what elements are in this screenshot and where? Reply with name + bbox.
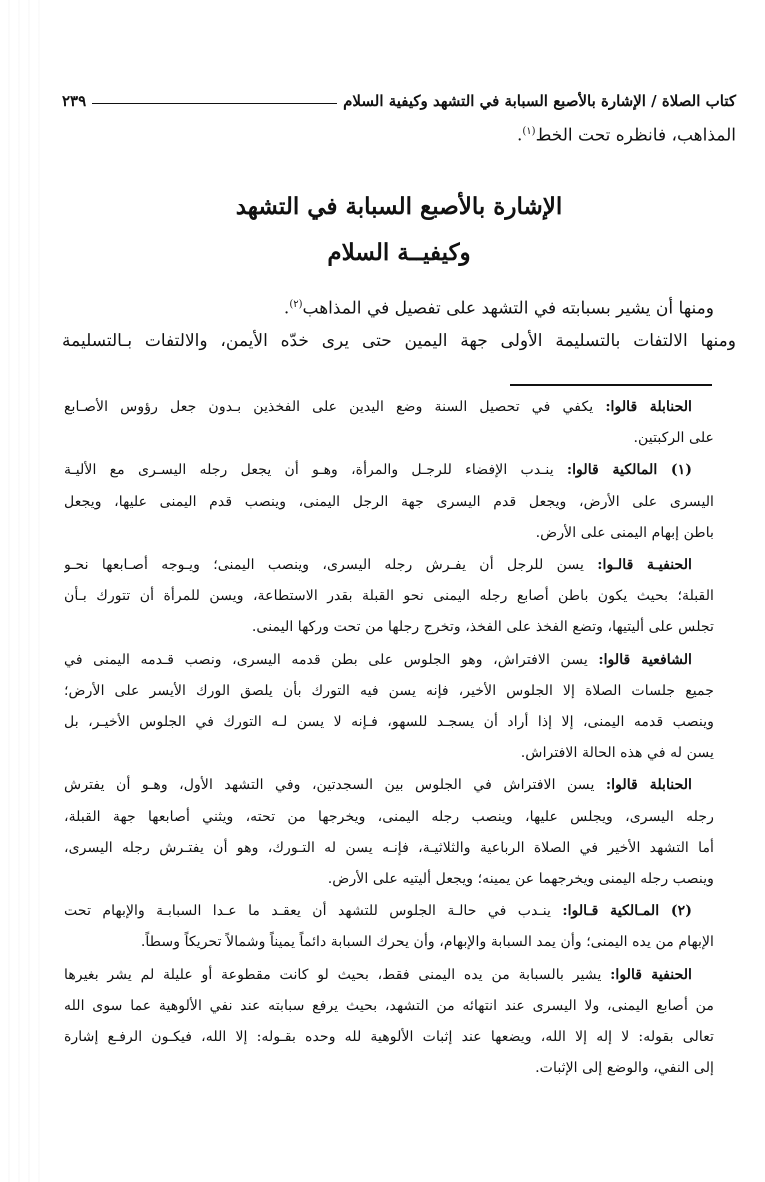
footnote-line: القبلة؛ بحيث يكون باطن أصابع رجله اليمنى نحو القبلة بقدر الاستطاعة، ويسن للمرأة أن تتورك بـأن: [64, 588, 714, 605]
footnote-line: من أصابع اليمنى، ولا اليسرى عند انتهائه من التشهد، بحيث يرفع سبابته عند نفي الألوهية عما سوى الله: [64, 997, 714, 1014]
footnote-line: وينصب رجله اليمنى ويخرجهما عن يمينه؛ ويجعل أليتيه على الأرض.: [327, 871, 714, 888]
footnote-ref: (٢): [289, 299, 303, 310]
footnote-text: ينـدب في حالـة الجلوس للتشهد أن يعقـد ما عـدا السبابـة والإبهام تحت: [64, 903, 551, 920]
footnote-line: يسن له في هذه الحالة الافتراش.: [520, 745, 714, 762]
footnote-line: [64, 550, 714, 581]
school-label: (١) المالكية قالوا:: [566, 462, 692, 479]
body-text: ومنها أن يشير بسبابته في التشهد على تفصيل في المذاهب: [302, 298, 714, 319]
footnote-line: [64, 455, 714, 486]
scan-edge: [0, 0, 40, 1182]
footnote-line: [64, 960, 714, 991]
footnote-line: على الركبتين.: [633, 430, 714, 447]
footnote-line: [64, 392, 714, 423]
period: .: [516, 125, 523, 146]
footnote-text: يشير بالسبابة من يده اليمنى فقط، بحيث لو كانت مقطوعة أو عليلة لم يشر بغيرها: [64, 966, 602, 983]
footnote-paragraph: [64, 550, 714, 644]
section-title-line-1: الإشارة بالأصبع السبابة في التشهد: [235, 193, 563, 220]
carry-over-line: [62, 116, 736, 152]
school-label: الحنابلة قالوا:: [605, 777, 693, 794]
footnote-line: تجلس على أليتيها، وتضع الفخذ على الفخذ، وتخرج رجلها من تحت وركها اليمنى.: [251, 619, 714, 636]
footnote-line: [64, 896, 714, 927]
footnote-line: جميع جلسات الصلاة إلا الجلوس الأخير، فإنه يسن فيه التورك بأن يلصق الورك الأيسر على الأرض؛: [64, 682, 714, 699]
body-paragraph: ومنها الالتفات بالتسليمة الأولى جهة اليمين حتى يرى خدّه الأيمن، والالتفات بـالتسليمة: [62, 330, 736, 351]
school-label: الشافعية قالوا:: [598, 651, 692, 668]
footnote-paragraph: [64, 896, 714, 958]
footnote-paragraph: [64, 770, 714, 895]
running-header: [62, 84, 736, 110]
footnote-paragraph: [64, 392, 714, 454]
footnote-line: رجله اليسرى، ويجلس عليها، وينصب رجله اليمنى، ويخرجها من تحته، ويثني أصابعها جهة القبلة،: [64, 808, 714, 825]
footnote-text: يسن الافتراش في الجلوس بين السجدتين، وفي التشهد الأول، وهـو أن يفترش: [64, 777, 595, 794]
footnote-text: يسن للرجل أن يفـرش رجله اليسرى، وينصب اليمنى؛ ويـوجه أصـابعها نحـو: [64, 557, 584, 574]
footnote-line: الإبهام من يده اليمنى؛ وأن يمد السبابة والإبهام، وأن يحرك السبابة دائماً يميناً وشمالاً تحريكاً وسطاً.: [140, 934, 714, 951]
main-body: [62, 289, 736, 357]
footnote-text: يكفي في تحصيل السنة وضع اليدين على الفخذين بـدون جعل رؤوس الأصـابع: [64, 399, 594, 415]
footnotes: [64, 392, 714, 1085]
header-rule: [92, 103, 337, 104]
school-label: الحنفيـة قالـوا:: [597, 557, 692, 574]
footnote-text: يسن الافتراش، وهو الجلوس على بطن قدمه اليسرى، ونصب قـدمه اليمنى في: [64, 651, 588, 668]
footnote-line: إلى النفي، والوضع إلى الإثبات.: [535, 1060, 714, 1077]
footnote-line: تعالى بقوله: لا إله إلا الله، ويضعها عند إثبات الألوهية لله وحده بقـوله: إلا الله، فيكـون الرفـع إشارة: [64, 1029, 714, 1046]
period: .: [283, 298, 290, 319]
school-label: الحنفية قالوا:: [610, 966, 692, 983]
footnote-separator: [510, 384, 712, 386]
carry-over-text: المذاهب، فانظره تحت الخط: [535, 125, 736, 146]
footnote-paragraph: [64, 645, 714, 770]
footnote-line: وينصب قدمه اليمنى، إلا إذا أراد أن يسجـد للسهو، فـإنه لا يسن لـه التورك في الجلوس الأخيـر، بل: [64, 714, 714, 731]
footnote-line: [64, 770, 714, 801]
page-number: ٢٣٩: [62, 92, 87, 110]
footnote-line: باطن إبهام اليمنى على الأرض.: [535, 524, 714, 541]
body-paragraph: [62, 289, 736, 325]
school-label: (٢) المـالكية قـالوا:: [562, 903, 692, 920]
footnote-text: ينـدب الإفضاء للرجـل والمرأة، وهـو أن يجعل رجله اليسـرى مع الأليـة: [64, 462, 554, 479]
footnote-line: اليسرى على الأرض، ويجعل قدم اليسرى جهة الرجل اليمنى، وينصب قدم اليمنى عليها، ويجعل: [64, 493, 714, 510]
footnote-line: أما التشهد الأخير في الصلاة الرباعية والثلاثيـة، فإنـه يسن له التـورك، وهو أن يفتـرش رجله اليسرى،: [64, 839, 714, 856]
running-title: كتاب الصلاة / الإشارة بالأصبع السبابة في التشهد وكيفية السلام: [343, 92, 736, 110]
footnote-ref: (١): [522, 126, 536, 137]
school-label: الحنابلة قالوا:: [605, 399, 693, 415]
footnote-line: [64, 645, 714, 676]
footnote-paragraph: [64, 960, 714, 1085]
footnote-paragraph: [64, 455, 714, 549]
section-title-line-2: وكيفيــة السلام: [327, 239, 471, 266]
